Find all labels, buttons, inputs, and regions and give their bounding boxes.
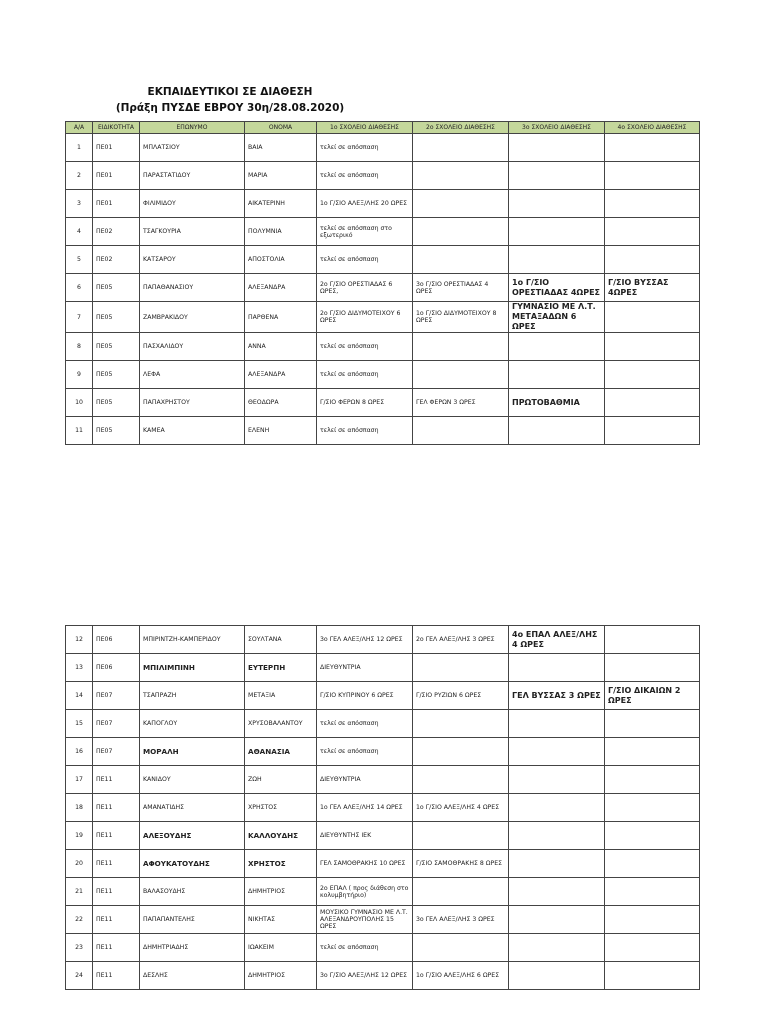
school-2-cell (413, 654, 509, 682)
school-1-cell: 3ο ΓΕΛ ΑΛΕΞ/ΛΗΣ 12 ΩΡΕΣ (317, 626, 413, 654)
school-4-cell (605, 822, 700, 850)
row-number: 24 (66, 962, 93, 990)
school-3-cell (509, 850, 605, 878)
school-4-cell (605, 389, 700, 417)
specialty-cell: ΠΕ05 (93, 274, 140, 302)
specialty-cell: ΠΕ05 (93, 417, 140, 445)
specialty-cell: ΠΕ11 (93, 906, 140, 934)
surname-cell: ΠΑΣΧΑΛΙΔΟΥ (140, 333, 245, 361)
surname-cell: ΛΕΦΑ (140, 361, 245, 389)
school-2-cell: ΓΕΛ ΦΕΡΩΝ 3 ΩΡΕΣ (413, 389, 509, 417)
school-3-cell (509, 246, 605, 274)
table-row (66, 934, 700, 962)
school-2-cell (413, 246, 509, 274)
school-2-cell: Γ/ΣΙΟ ΣΑΜΟΘΡΑΚΗΣ 8 ΩΡΕΣ (413, 850, 509, 878)
school-4-cell (605, 934, 700, 962)
specialty-cell: ΠΕ01 (93, 162, 140, 190)
table-row (66, 246, 700, 274)
school-2-cell: 3ο ΓΕΛ ΑΛΕΞ/ΛΗΣ 3 ΩΡΕΣ (413, 906, 509, 934)
school-4-cell (605, 134, 700, 162)
school-4-cell (605, 218, 700, 246)
table-row (66, 822, 700, 850)
school-2-cell (413, 134, 509, 162)
table-row (66, 134, 700, 162)
surname-cell: ΑΜΑΝΑΤΙΔΗΣ (140, 794, 245, 822)
table-row (66, 794, 700, 822)
school-1-cell: τελεί σε απόσπαση (317, 162, 413, 190)
name-cell: ΑΛΕΞΑΝΔΡΑ (245, 274, 317, 302)
specialty-cell: ΠΕ05 (93, 361, 140, 389)
school-3-cell (509, 710, 605, 738)
row-number: 22 (66, 906, 93, 934)
name-cell: ΑΙΚΑΤΕΡΙΝΗ (245, 190, 317, 218)
row-number: 18 (66, 794, 93, 822)
surname-cell: ΠΑΠΑΘΑΝΑΣΙΟΥ (140, 274, 245, 302)
school-1-cell: τελεί σε απόσπαση (317, 333, 413, 361)
table-row (66, 654, 700, 682)
specialty-cell: ΠΕ01 (93, 134, 140, 162)
row-number: 21 (66, 878, 93, 906)
school-2-cell: 1ο Γ/ΣΙΟ ΑΛΕΞ/ΛΗΣ 4 ΩΡΕΣ (413, 794, 509, 822)
table-body-page2 (66, 626, 700, 990)
school-3-cell (509, 162, 605, 190)
school-1-cell: τελεί σε απόσπαση (317, 134, 413, 162)
row-number: 23 (66, 934, 93, 962)
name-cell: ΙΩΑΚΕΙΜ (245, 934, 317, 962)
name-cell: ΖΩΗ (245, 766, 317, 794)
surname-cell: ΚΑΠΟΓΛΟΥ (140, 710, 245, 738)
school-1-cell: ΔΙΕΥΘΥΝΤΗΣ ΙΕΚ (317, 822, 413, 850)
school-2-cell: Γ/ΣΙΟ ΡΥΖΙΩΝ 6 ΩΡΕΣ (413, 682, 509, 710)
surname-cell: ΜΟΡΑΛΗ (140, 738, 245, 766)
table-row (66, 218, 700, 246)
name-cell: ΝΙΚΗΤΑΣ (245, 906, 317, 934)
table-row (66, 878, 700, 906)
table-row (66, 274, 700, 302)
header-school-1: 1ο ΣΧΟΛΕΙΟ ΔΙΑΘΕΣΗΣ (317, 122, 413, 134)
header-name: ΟΝΟΜΑ (245, 122, 317, 134)
header-school-2: 2ο ΣΧΟΛΕΙΟ ΔΙΑΘΕΣΗΣ (413, 122, 509, 134)
surname-cell: ΑΛΕΞΟΥΔΗΣ (140, 822, 245, 850)
school-3-cell: ΓΕΛ ΒΥΣΣΑΣ 3 ΩΡΕΣ (509, 682, 605, 710)
specialty-cell: ΠΕ06 (93, 626, 140, 654)
school-2-cell (413, 738, 509, 766)
specialty-cell: ΠΕ11 (93, 934, 140, 962)
school-1-cell: Γ/ΣΙΟ ΦΕΡΩΝ 8 ΩΡΕΣ (317, 389, 413, 417)
specialty-cell: ΠΕ11 (93, 878, 140, 906)
table-row (66, 906, 700, 934)
header-school-4: 4ο ΣΧΟΛΕΙΟ ΔΙΑΘΕΣΗΣ (605, 122, 700, 134)
name-cell: ΠΟΛΥΜΝΙΑ (245, 218, 317, 246)
school-4-cell (605, 361, 700, 389)
specialty-cell: ΠΕ11 (93, 850, 140, 878)
name-cell: ΧΡΥΣΟΒΑΛΑΝΤΟΥ (245, 710, 317, 738)
surname-cell: ΔΕΣΛΗΣ (140, 962, 245, 990)
table-row (66, 766, 700, 794)
school-3-cell (509, 822, 605, 850)
school-2-cell: 2ο ΓΕΛ ΑΛΕΞ/ΛΗΣ 3 ΩΡΕΣ (413, 626, 509, 654)
school-2-cell (413, 333, 509, 361)
row-number: 19 (66, 822, 93, 850)
surname-cell: ΠΑΠΑΠΑΝΤΕΛΗΣ (140, 906, 245, 934)
surname-cell: ΑΦΟΥΚΑΤΟΥΔΗΣ (140, 850, 245, 878)
surname-cell: ΚΑΤΣΑΡΟΥ (140, 246, 245, 274)
school-3-cell (509, 654, 605, 682)
school-1-cell: 2ο Γ/ΣΙΟ ΔΙΔΥΜΟΤΕΙΧΟΥ 6 ΩΡΕΣ (317, 302, 413, 333)
school-4-cell (605, 794, 700, 822)
school-2-cell: 1ο Γ/ΣΙΟ ΑΛΕΞ/ΛΗΣ 6 ΩΡΕΣ (413, 962, 509, 990)
school-1-cell: 2ο Γ/ΣΙΟ ΟΡΕΣΤΙΑΔΑΣ 6 ΩΡΕΣ, (317, 274, 413, 302)
specialty-cell: ΠΕ11 (93, 962, 140, 990)
specialty-cell: ΠΕ07 (93, 710, 140, 738)
specialty-cell: ΠΕ05 (93, 333, 140, 361)
school-4-cell: Γ/ΣΙΟ ΔΙΚΑΙΩΝ 2 ΩΡΕΣ (605, 682, 700, 710)
surname-cell: ΜΠΛΑΤΣΙΟΥ (140, 134, 245, 162)
surname-cell: ΔΗΜΗΤΡΙΑΔΗΣ (140, 934, 245, 962)
document-subtitle: (Πράξη ΠΥΣΔΕ ΕΒΡΟΥ 30η/28.08.2020) (115, 102, 345, 114)
name-cell: ΚΑΛΛΟΥΔΗΣ (245, 822, 317, 850)
table-row (66, 682, 700, 710)
name-cell: ΜΕΤΑΞΙΑ (245, 682, 317, 710)
table-row (66, 626, 700, 654)
table-row (66, 389, 700, 417)
school-3-cell (509, 794, 605, 822)
school-4-cell (605, 626, 700, 654)
school-3-cell (509, 906, 605, 934)
row-number: 12 (66, 626, 93, 654)
name-cell: ΔΗΜΗΤΡΙΟΣ (245, 962, 317, 990)
row-number: 16 (66, 738, 93, 766)
name-cell: ΕΛΕΝΗ (245, 417, 317, 445)
school-1-cell: ΓΕΛ ΣΑΜΟΘΡΑΚΗΣ 10 ΩΡΕΣ (317, 850, 413, 878)
row-number: 5 (66, 246, 93, 274)
school-4-cell (605, 302, 700, 333)
school-4-cell (605, 333, 700, 361)
school-4-cell (605, 738, 700, 766)
specialty-cell: ΠΕ05 (93, 389, 140, 417)
specialty-cell: ΠΕ06 (93, 654, 140, 682)
name-cell: ΧΡΗΣΤΟΣ (245, 794, 317, 822)
name-cell: ΒΑΙΑ (245, 134, 317, 162)
name-cell: ΧΡΗΣΤΟΣ (245, 850, 317, 878)
school-3-cell: ΓΥΜΝΑΣΙΟ ΜΕ Λ.Τ. ΜΕΤΑΞΑΔΩΝ 6 ΩΡΕΣ (509, 302, 605, 333)
table-header-row (66, 122, 700, 134)
school-3-cell (509, 766, 605, 794)
school-4-cell (605, 766, 700, 794)
school-1-cell: τελεί σε απόσπαση (317, 246, 413, 274)
table-row (66, 850, 700, 878)
table-row (66, 417, 700, 445)
specialty-cell: ΠΕ07 (93, 682, 140, 710)
school-1-cell: ΜΟΥΣΙΚΟ ΓΥΜΝΑΣΙΟ ΜΕ Λ.Τ. ΑΛΕΞΑΝΔΡΟΥΠΟΛΗΣ 15 ΩΡΕΣ (317, 906, 413, 934)
table-row (66, 333, 700, 361)
school-4-cell (605, 162, 700, 190)
name-cell: ΔΗΜΗΤΡΙΟΣ (245, 878, 317, 906)
school-1-cell: τελεί σε απόσπαση (317, 417, 413, 445)
school-2-cell (413, 934, 509, 962)
school-1-cell: ΔΙΕΥΘΥΝΤΡΙΑ (317, 654, 413, 682)
name-cell: ΣΟΥΛΤΑΝΑ (245, 626, 317, 654)
school-4-cell (605, 246, 700, 274)
name-cell: ΜΑΡΙΑ (245, 162, 317, 190)
table-row (66, 162, 700, 190)
specialty-cell: ΠΕ02 (93, 246, 140, 274)
school-3-cell (509, 962, 605, 990)
school-1-cell: 1ο ΓΕΛ ΑΛΕΞ/ΛΗΣ 14 ΩΡΕΣ (317, 794, 413, 822)
surname-cell: ΦΙΛΙΜΙΔΟΥ (140, 190, 245, 218)
row-number: 2 (66, 162, 93, 190)
row-number: 8 (66, 333, 93, 361)
school-4-cell (605, 850, 700, 878)
school-4-cell (605, 962, 700, 990)
school-2-cell (413, 878, 509, 906)
specialty-cell: ΠΕ05 (93, 302, 140, 333)
school-2-cell (413, 190, 509, 218)
school-2-cell (413, 710, 509, 738)
row-number: 1 (66, 134, 93, 162)
school-2-cell: 3ο Γ/ΣΙΟ ΟΡΕΣΤΙΑΔΑΣ 4 ΩΡΕΣ (413, 274, 509, 302)
school-3-cell (509, 333, 605, 361)
surname-cell: ΤΣΑΠΡΑΖΗ (140, 682, 245, 710)
row-number: 3 (66, 190, 93, 218)
school-2-cell (413, 417, 509, 445)
table-row (66, 302, 700, 333)
header-specialty: ΕΙΔΙΚΟΤΗΤΑ (93, 122, 140, 134)
table-row (66, 190, 700, 218)
specialty-cell: ΠΕ11 (93, 766, 140, 794)
school-4-cell (605, 417, 700, 445)
surname-cell: ΒΑΛΑΣΟΥΔΗΣ (140, 878, 245, 906)
row-number: 6 (66, 274, 93, 302)
school-1-cell: τελεί σε απόσπαση στο εξωτερικό (317, 218, 413, 246)
name-cell: ΑΛΕΞΑΝΔΡΑ (245, 361, 317, 389)
name-cell: ΕΥΤΕΡΠΗ (245, 654, 317, 682)
surname-cell: ΤΣΑΓΚΟΥΡΙΑ (140, 218, 245, 246)
school-1-cell: τελεί σε απόσπαση (317, 934, 413, 962)
surname-cell: ΠΑΠΑΧΡΗΣΤΟΥ (140, 389, 245, 417)
table-row (66, 962, 700, 990)
surname-cell: ΠΑΡΑΣΤΑΤΙΔΟΥ (140, 162, 245, 190)
name-cell: ΑΘΑΝΑΣΙΑ (245, 738, 317, 766)
specialty-cell: ΠΕ07 (93, 738, 140, 766)
school-1-cell: τελεί σε απόσπαση (317, 361, 413, 389)
school-4-cell (605, 878, 700, 906)
school-1-cell: Γ/ΣΙΟ ΚΥΠΡΙΝΟΥ 6 ΩΡΕΣ (317, 682, 413, 710)
school-1-cell: ΔΙΕΥΘΥΝΤΡΙΑ (317, 766, 413, 794)
school-1-cell: τελεί σε απόσπαση (317, 710, 413, 738)
table-row (66, 361, 700, 389)
name-cell: ΑΠΟΣΤΟΛΙΑ (245, 246, 317, 274)
table-row (66, 738, 700, 766)
surname-cell: ΜΠΙΛΙΜΠΙΝΗ (140, 654, 245, 682)
row-number: 13 (66, 654, 93, 682)
header-surname: ΕΠΩΝΥΜΟ (140, 122, 245, 134)
name-cell: ΠΑΡΘΕΝΑ (245, 302, 317, 333)
school-3-cell: 4ο ΕΠΑΛ ΑΛΕΞ/ΛΗΣ 4 ΩΡΕΣ (509, 626, 605, 654)
school-2-cell (413, 766, 509, 794)
school-2-cell (413, 361, 509, 389)
school-3-cell: ΠΡΩΤΟΒΑΘΜΙΑ (509, 389, 605, 417)
row-number: 10 (66, 389, 93, 417)
row-number: 15 (66, 710, 93, 738)
header-school-3: 3ο ΣΧΟΛΕΙΟ ΔΙΑΘΕΣΗΣ (509, 122, 605, 134)
surname-cell: ΖΑΜΒΡΑΚΙΔΟΥ (140, 302, 245, 333)
school-3-cell (509, 190, 605, 218)
row-number: 20 (66, 850, 93, 878)
surname-cell: ΚΑΜΕΑ (140, 417, 245, 445)
document-title: ΕΚΠΑΙΔΕΥΤΙΚΟΙ ΣΕ ΔΙΑΘΕΣΗ (147, 86, 313, 98)
school-4-cell (605, 654, 700, 682)
school-3-cell (509, 417, 605, 445)
assignments-table-page1 (65, 121, 700, 445)
school-2-cell (413, 822, 509, 850)
name-cell: ΘΕΟΔΩΡΑ (245, 389, 317, 417)
row-number: 9 (66, 361, 93, 389)
surname-cell: ΚΑΝΙΔΟΥ (140, 766, 245, 794)
table-row (66, 710, 700, 738)
school-4-cell: Γ/ΣΙΟ ΒΥΣΣΑΣ 4ΩΡΕΣ (605, 274, 700, 302)
assignments-table-page2 (65, 625, 700, 990)
row-number: 7 (66, 302, 93, 333)
school-3-cell (509, 218, 605, 246)
school-3-cell: 1ο Γ/ΣΙΟ ΟΡΕΣΤΙΑΔΑΣ 4ΩΡΕΣ (509, 274, 605, 302)
school-1-cell: 1ο Γ/ΣΙΟ ΑΛΕΞ/ΛΗΣ 20 ΩΡΕΣ (317, 190, 413, 218)
specialty-cell: ΠΕ01 (93, 190, 140, 218)
row-number: 14 (66, 682, 93, 710)
school-3-cell (509, 878, 605, 906)
header-aa: Α/Α (66, 122, 93, 134)
school-1-cell: τελεί σε απόσπαση (317, 738, 413, 766)
table-body-page1 (66, 134, 700, 445)
school-1-cell: 3ο Γ/ΣΙΟ ΑΛΕΞ/ΛΗΣ 12 ΩΡΕΣ (317, 962, 413, 990)
school-4-cell (605, 190, 700, 218)
school-2-cell (413, 162, 509, 190)
specialty-cell: ΠΕ11 (93, 822, 140, 850)
school-4-cell (605, 906, 700, 934)
school-2-cell (413, 218, 509, 246)
school-3-cell (509, 361, 605, 389)
school-4-cell (605, 710, 700, 738)
row-number: 11 (66, 417, 93, 445)
specialty-cell: ΠΕ11 (93, 794, 140, 822)
school-2-cell: 1ο Γ/ΣΙΟ ΔΙΔΥΜΟΤΕΙΧΟΥ 8 ΩΡΕΣ (413, 302, 509, 333)
row-number: 17 (66, 766, 93, 794)
name-cell: ΑΝΝΑ (245, 333, 317, 361)
school-3-cell (509, 134, 605, 162)
school-1-cell: 2ο ΕΠΑΛ ( προς διάθεση στο κολυμβητήριο) (317, 878, 413, 906)
row-number: 4 (66, 218, 93, 246)
surname-cell: ΜΠΙΡΙΝΤΖΗ-ΚΑΜΠΕΡΙΔΟΥ (140, 626, 245, 654)
school-3-cell (509, 934, 605, 962)
school-3-cell (509, 738, 605, 766)
specialty-cell: ΠΕ02 (93, 218, 140, 246)
